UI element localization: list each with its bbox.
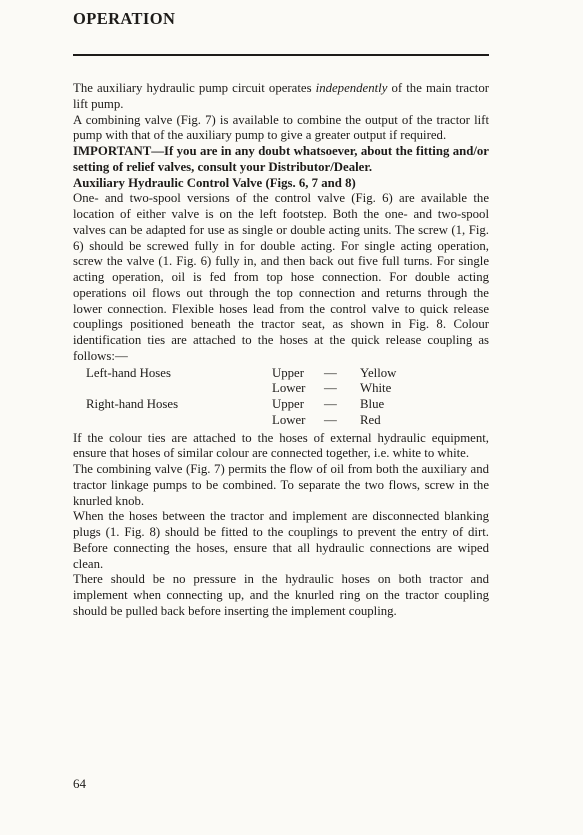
hose-colour-cell: Blue <box>360 397 385 411</box>
hose-position-cell: Upper <box>272 397 304 411</box>
colour-ties-paragraph: If the colour ties are attached to the hoses of external hydraulic equipment, ensure that hoses of similar colour are connected together, i.e. white to white. <box>73 430 489 461</box>
page-number: 64 <box>73 776 86 791</box>
hose-colour-cell: Yellow <box>360 365 397 380</box>
combining-valve-paragraph: The combining valve (Fig. 7) permits the flow of oil from both the auxiliary and tractor linkage pumps to be combined. To separate the two flows, screw in the knurled knob. <box>73 462 489 508</box>
intro-text-end: of the main tractor lift pump. <box>73 81 490 111</box>
hose-side-cell <box>73 413 272 429</box>
hose-colour-table <box>73 366 489 429</box>
intro-paragraph <box>73 81 489 113</box>
hose-position-cell: Upper <box>272 365 304 380</box>
intro-text-start: The auxiliary hydraulic pump circuit operates <box>73 81 312 95</box>
hose-position-cell: Lower <box>272 381 306 396</box>
hose-position-cell: Lower <box>272 412 306 427</box>
control-valve-paragraph: One- and two-spool versions of the control valve (Fig. 6) are available the location of either valve is on the left footstep. Both the one- and two-spool valves can be adapted for use as single or double acting units. The screw (1, Fig. 6) should be screwed fully in for double acting. For single acting operation, screw the valve (1. Fig. 6) fully in, and then back out five full turns. For single acting operation, oil is fed from top hose connection. For double acting operations oil flows out through the top connection and returns through the lower connection. Flexible hoses lead from the control valve to quick release couplings positioned beneath the tractor seat, as shown in Fig. 8. Colour identification ties are attached to the hoses at the quick release coupling as follows:— <box>73 191 489 363</box>
hose-side-cell: Right-hand Hoses <box>86 397 179 411</box>
hose-dash-cell: — <box>324 412 337 427</box>
intro-emphasis: independently <box>315 81 388 95</box>
hose-colour-cell: White <box>360 381 392 396</box>
hose-side-cell: Left-hand Hoses <box>86 365 171 380</box>
hose-row <box>73 397 489 413</box>
pressure-paragraph: There should be no pressure in the hydraulic hoses on both tractor and implement when connecting up, and the knurled ring on the tractor coupling should be pulled back before inserting the implement coupling. <box>73 572 489 618</box>
hose-dash-cell: — <box>324 397 337 411</box>
hose-row <box>73 381 489 397</box>
page-body <box>73 81 489 620</box>
blanking-plugs-paragraph: When the hoses between the tractor and implement are disconnected blanking plugs (1. Fig. 8) should be fitted to the couplings to prevent the entry of dirt. Before connecting the hoses, ensure that all hydraulic connections are wiped clean. <box>73 509 489 571</box>
hose-dash-cell: — <box>324 381 337 396</box>
title-divider <box>73 54 489 56</box>
section-heading: Auxiliary Hydraulic Control Valve (Figs. 6, 7 and 8) <box>73 175 356 190</box>
important-notice: IMPORTANT—If you are in any doubt whatsoever, about the fitting and/or setting of relief valves, consult your Distributor/Dealer. <box>73 144 489 174</box>
hose-colour-cell: Red <box>360 412 381 427</box>
combining-intro-paragraph: A combining valve (Fig. 7) is available to combine the output of the tractor lift pump with that of the auxiliary pump to give a greater output if required. <box>73 112 489 143</box>
hose-dash-cell: — <box>324 365 337 380</box>
page-title: OPERATION <box>73 9 176 28</box>
hose-row <box>73 413 489 429</box>
hose-row <box>73 366 489 382</box>
hose-side-cell <box>73 381 272 397</box>
